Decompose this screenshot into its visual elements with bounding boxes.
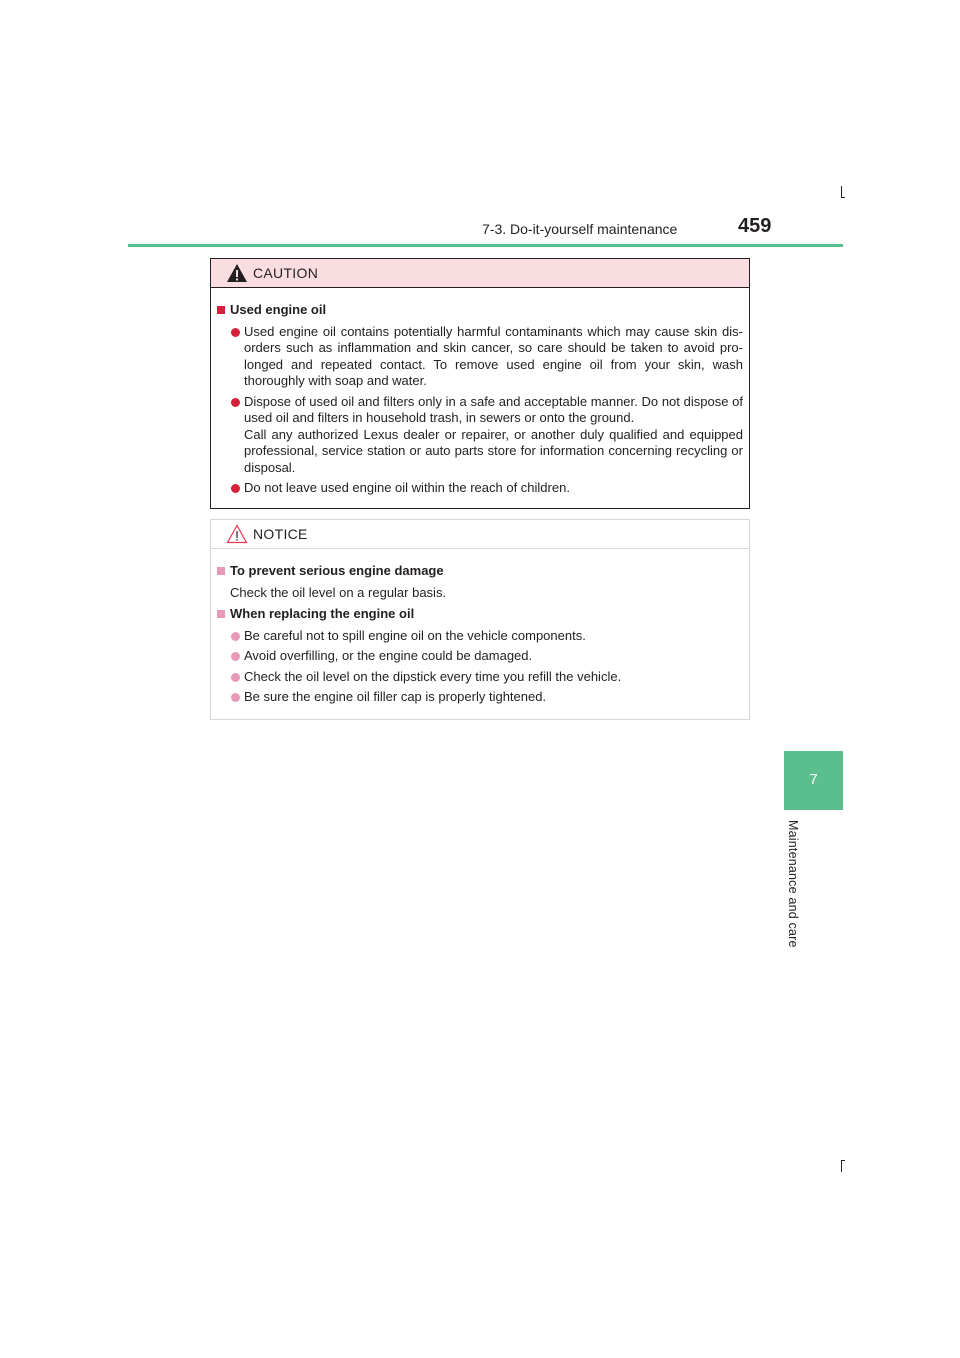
notice-bullet: Be sure the engine oil filler cap is properly tightened. bbox=[217, 689, 743, 706]
notice-title: NOTICE bbox=[253, 526, 308, 542]
chapter-label: Maintenance and care bbox=[786, 820, 800, 948]
notice-section-heading: When replacing the engine oil bbox=[217, 606, 743, 623]
caution-bullet: Dispose of used oil and filters only in a safe and acceptable manner. Do not dispose of used oil and filters in household trash, in sewers or onto the ground. Call any authorized Lexus dealer or repairer, or another duly qualified and equipped professional, service station or auto parts store for information concerning recycling or disposal. bbox=[217, 394, 743, 477]
notice-box bbox=[210, 519, 750, 720]
section-title: 7-3. Do-it-yourself maintenance bbox=[482, 221, 678, 237]
chapter-number: 7 bbox=[809, 771, 818, 788]
caution-body bbox=[211, 288, 749, 497]
caution-section-heading: Used engine oil bbox=[217, 302, 743, 319]
round-bullet-icon bbox=[231, 693, 240, 702]
round-bullet-icon bbox=[231, 328, 240, 337]
warning-triangle-icon bbox=[226, 263, 248, 283]
crop-mark-bottom bbox=[841, 1160, 842, 1172]
notice-bullet: Be careful not to spill engine oil on the vehicle components. bbox=[217, 628, 743, 645]
chapter-tab bbox=[784, 751, 843, 810]
notice-header bbox=[211, 520, 749, 549]
notice-section-heading: To prevent serious engine damage bbox=[217, 563, 743, 580]
round-bullet-icon bbox=[231, 484, 240, 493]
notice-text: Check the oil level on a regular basis. bbox=[230, 584, 447, 600]
caution-header bbox=[211, 259, 749, 288]
round-bullet-icon bbox=[231, 652, 240, 661]
caution-title: CAUTION bbox=[253, 265, 319, 281]
crop-mark-bottom-foot bbox=[841, 1160, 845, 1161]
round-bullet-icon bbox=[231, 673, 240, 682]
caution-box bbox=[210, 258, 750, 509]
page-number: 459 bbox=[738, 215, 772, 237]
crop-mark-top-foot bbox=[841, 197, 845, 198]
header-rule bbox=[128, 244, 843, 247]
caution-bullet: Do not leave used engine oil within the reach of children. bbox=[217, 480, 743, 497]
square-bullet-icon bbox=[217, 306, 225, 314]
warning-triangle-outline-icon bbox=[226, 524, 248, 544]
notice-bullet: Avoid overfilling, or the engine could be damaged. bbox=[217, 648, 743, 665]
square-bullet-icon bbox=[217, 567, 225, 575]
caution-bullet: Used engine oil contains potentially harmful contaminants which may cause skin dis-orders such as inflammation and skin cancer, so care should be taken to avoid pro-longed and repeated contact. To remove used engine oil from your skin, wash thoroughly with soap and water. bbox=[217, 324, 743, 390]
round-bullet-icon bbox=[231, 632, 240, 641]
notice-body bbox=[211, 549, 749, 706]
round-bullet-icon bbox=[231, 398, 240, 407]
notice-bullet: Check the oil level on the dipstick every time you refill the vehicle. bbox=[217, 669, 743, 686]
square-bullet-icon bbox=[217, 610, 225, 618]
